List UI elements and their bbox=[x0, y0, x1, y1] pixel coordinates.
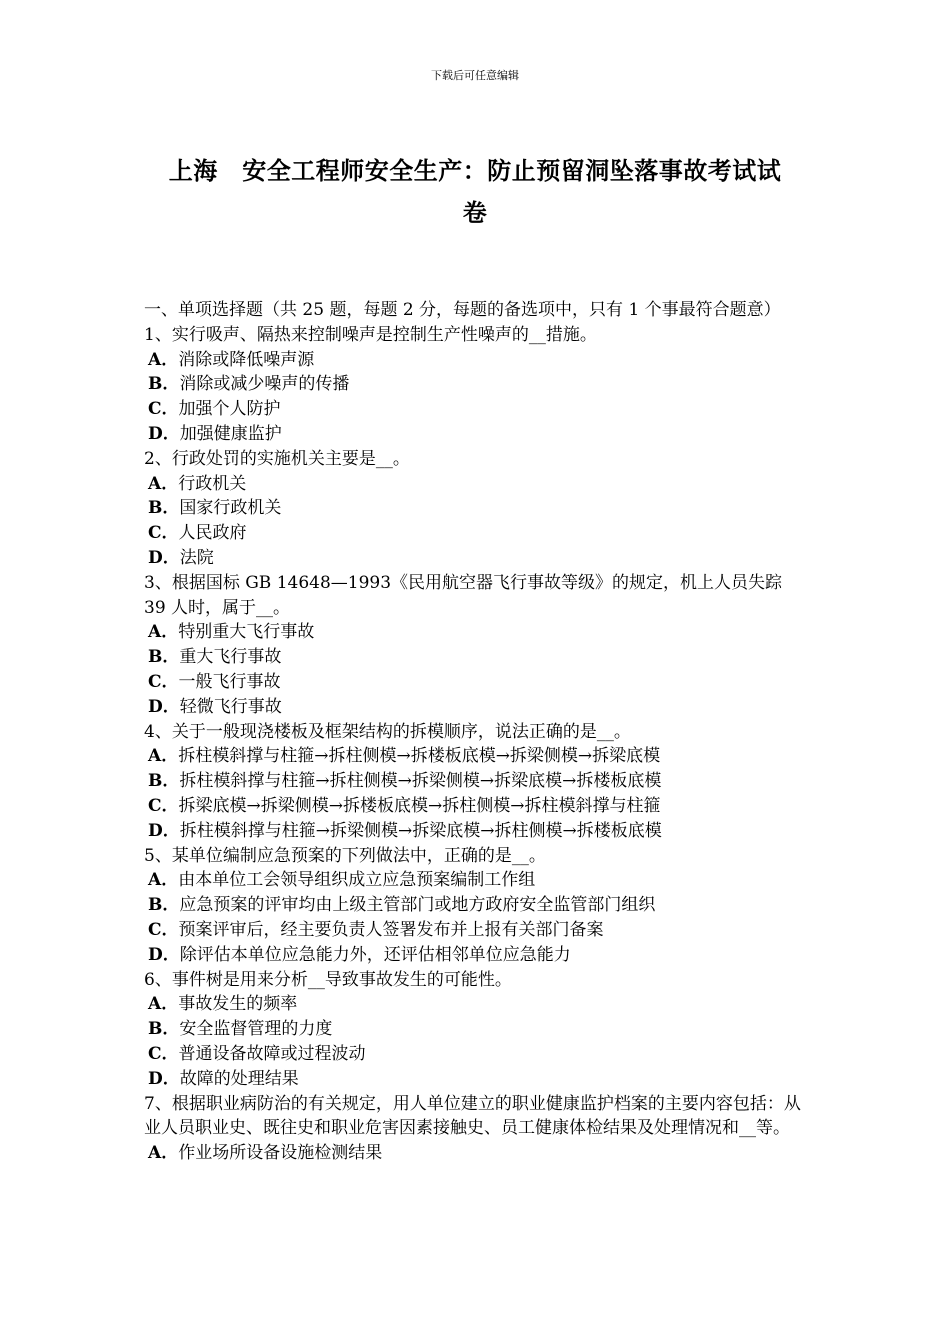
option-letter: B． bbox=[148, 1019, 180, 1040]
option-d bbox=[144, 819, 808, 844]
option-letter: D． bbox=[148, 696, 180, 717]
option-letter: C． bbox=[148, 795, 179, 816]
option-text: 国家行政机关 bbox=[179, 498, 282, 519]
option-letter: C． bbox=[148, 1043, 179, 1064]
section-heading: 一、单项选择题（共 25 题，每题 2 分，每题的备选项中，只有 1 个事最符合题意） bbox=[144, 300, 781, 320]
option-a bbox=[144, 868, 808, 893]
question-6 bbox=[144, 968, 808, 1092]
question-stem: 1、实行吸声、隔热来控制噪声是控制生产性噪声的__措施。 bbox=[144, 324, 597, 345]
option-d bbox=[144, 695, 808, 720]
option-letter: B． bbox=[148, 895, 180, 916]
option-text: 预案评审后，经主要负责人签署发布并上报有关部门备案 bbox=[178, 919, 604, 940]
option-c bbox=[144, 521, 808, 546]
option-c bbox=[144, 918, 808, 943]
question-5 bbox=[144, 844, 808, 968]
option-d bbox=[144, 943, 808, 968]
option-b bbox=[144, 893, 808, 918]
option-b bbox=[144, 769, 808, 794]
option-letter: A． bbox=[148, 746, 179, 767]
option-letter: B． bbox=[148, 771, 180, 792]
option-a bbox=[144, 744, 808, 769]
option-letter: D． bbox=[148, 944, 180, 965]
question-stem: 7、根据职业病防治的有关规定，用人单位建立的职业健康监护档案的主要内容包括：从业人员职业史、既往史和职业危害因素接触史、员工健康体检结果及处理情况和__等。 bbox=[144, 1093, 801, 1139]
option-letter: D． bbox=[148, 820, 180, 841]
option-text: 应急预案的评审均由上级主管部门或地方政府安全监管部门组织 bbox=[179, 895, 656, 916]
option-letter: D． bbox=[148, 1068, 180, 1089]
option-c bbox=[144, 670, 808, 695]
option-text: 除评估本单位应急能力外，还评估相邻单位应急能力 bbox=[179, 944, 571, 965]
option-text: 重大飞行事故 bbox=[179, 647, 282, 668]
option-d bbox=[144, 1067, 808, 1092]
question-stem: 2、行政处罚的实施机关主要是__。 bbox=[144, 448, 410, 469]
option-a bbox=[144, 1141, 808, 1166]
option-text: 拆梁底模→拆梁侧模→拆楼板底模→拆柱侧模→拆柱模斜撑与柱箍 bbox=[178, 795, 661, 816]
option-text: 拆柱模斜撑与柱箍→拆柱侧模→拆梁侧模→拆梁底模→拆楼板底模 bbox=[179, 771, 662, 792]
option-text: 安全监督管理的力度 bbox=[179, 1019, 333, 1040]
question-stem: 5、某单位编制应急预案的下列做法中，正确的是__。 bbox=[144, 845, 546, 866]
option-text: 加强个人防护 bbox=[178, 399, 281, 420]
question-stem: 6、事件树是用来分析__导致事故发生的可能性。 bbox=[144, 969, 512, 990]
option-letter: D． bbox=[148, 423, 180, 444]
option-d bbox=[144, 422, 808, 447]
document-title-line-1: 上海 安全工程师安全生产：防止预留洞坠落事故考试试 bbox=[168, 156, 782, 185]
option-text: 特别重大飞行事故 bbox=[178, 622, 315, 643]
option-text: 事故发生的频率 bbox=[178, 994, 298, 1015]
option-letter: A． bbox=[148, 994, 179, 1015]
option-letter: C． bbox=[148, 919, 179, 940]
option-letter: D． bbox=[148, 547, 180, 568]
question-stem: 3、根据国标 GB 14648—1993《民用航空器飞行事故等级》的规定，机上人员失踪 39 人时，属于__。 bbox=[144, 572, 783, 618]
option-a bbox=[144, 348, 808, 373]
option-b bbox=[144, 1017, 808, 1042]
option-letter: A． bbox=[148, 473, 179, 494]
option-letter: C． bbox=[148, 523, 179, 544]
option-letter: B． bbox=[148, 498, 180, 519]
option-text: 消除或减少噪声的传播 bbox=[179, 374, 350, 395]
option-a bbox=[144, 472, 808, 497]
option-a bbox=[144, 620, 808, 645]
option-a bbox=[144, 992, 808, 1017]
option-text: 行政机关 bbox=[178, 473, 247, 494]
option-letter: B． bbox=[148, 647, 180, 668]
option-letter: B． bbox=[148, 374, 180, 395]
option-c bbox=[144, 1042, 808, 1067]
option-letter: A． bbox=[148, 622, 179, 643]
option-letter: C． bbox=[148, 671, 179, 692]
option-letter: A． bbox=[148, 1143, 179, 1164]
option-text: 加强健康监护 bbox=[179, 423, 282, 444]
question-stem: 4、关于一般现浇楼板及框架结构的拆模顺序，说法正确的是__。 bbox=[144, 721, 631, 742]
option-b bbox=[144, 496, 808, 521]
option-b bbox=[144, 645, 808, 670]
option-text: 普通设备故障或过程波动 bbox=[178, 1043, 366, 1064]
option-text: 故障的处理结果 bbox=[179, 1068, 299, 1089]
document-title-line-2: 卷 bbox=[462, 198, 488, 227]
option-text: 由本单位工会领导组织成立应急预案编制工作组 bbox=[178, 870, 536, 891]
option-text: 拆柱模斜撑与柱箍→拆梁侧模→拆梁底模→拆柱侧模→拆楼板底模 bbox=[179, 820, 662, 841]
question-4 bbox=[144, 720, 808, 844]
option-c bbox=[144, 794, 808, 819]
option-text: 作业场所设备设施检测结果 bbox=[178, 1143, 383, 1164]
question-3 bbox=[144, 571, 808, 720]
option-text: 一般飞行事故 bbox=[178, 671, 281, 692]
option-letter: A． bbox=[148, 870, 179, 891]
document-title bbox=[150, 150, 800, 234]
option-text: 轻微飞行事故 bbox=[179, 696, 282, 717]
option-text: 消除或降低噪声源 bbox=[178, 349, 315, 370]
exam-content bbox=[144, 298, 808, 1166]
option-letter: A． bbox=[148, 349, 179, 370]
option-text: 法院 bbox=[179, 547, 214, 568]
option-b bbox=[144, 372, 808, 397]
header-note: 下载后可任意编辑 bbox=[431, 69, 519, 82]
option-d bbox=[144, 546, 808, 571]
option-letter: C． bbox=[148, 399, 179, 420]
option-text: 人民政府 bbox=[178, 523, 247, 544]
option-text: 拆柱模斜撑与柱箍→拆柱侧模→拆楼板底模→拆梁侧模→拆梁底模 bbox=[178, 746, 661, 767]
question-7 bbox=[144, 1092, 808, 1166]
question-1 bbox=[144, 323, 808, 447]
option-c bbox=[144, 397, 808, 422]
question-2 bbox=[144, 447, 808, 571]
